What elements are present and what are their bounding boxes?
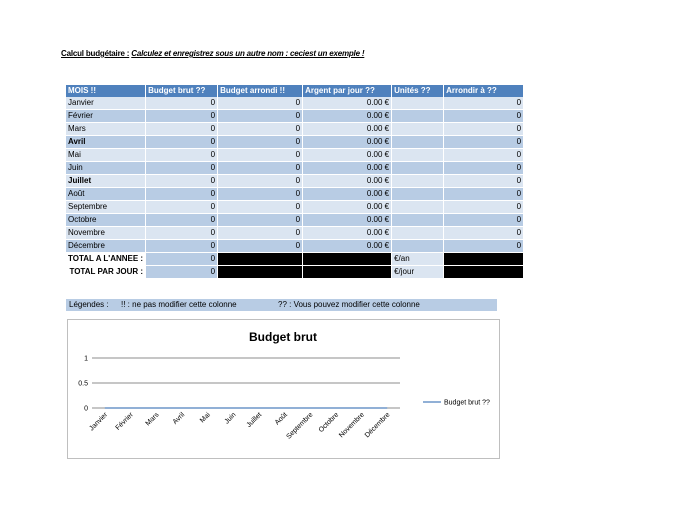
header-arrondir: Arrondir à ?? <box>444 85 524 97</box>
x-tick-label: Janvier <box>88 411 110 433</box>
table-row <box>66 227 524 240</box>
budget-brut-cell[interactable]: 0 <box>146 123 218 136</box>
month-cell: Février <box>66 110 146 123</box>
argent-par-jour-cell[interactable]: 0.00 € <box>303 188 392 201</box>
unites-cell[interactable] <box>392 240 444 253</box>
month-cell: Août <box>66 188 146 201</box>
month-cell: Avril <box>66 136 146 149</box>
arrondir-cell[interactable]: 0 <box>444 201 524 214</box>
month-cell: Mars <box>66 123 146 136</box>
month-cell: Octobre <box>66 214 146 227</box>
budget-arrondi-cell: 0 <box>218 214 303 227</box>
budget-arrondi-cell: 0 <box>218 149 303 162</box>
page-title <box>61 49 364 58</box>
budget-arrondi-cell: 0 <box>218 240 303 253</box>
budget-arrondi-cell: 0 <box>218 188 303 201</box>
unites-cell[interactable] <box>392 175 444 188</box>
total-label: TOTAL PAR JOUR : <box>66 266 146 279</box>
month-cell: Janvier <box>66 97 146 110</box>
arrondir-cell[interactable]: 0 <box>444 240 524 253</box>
chart-canvas <box>68 320 499 458</box>
title-instructions: Calculez et enregistrez sous un autre nom : ceciest un exemple ! <box>131 49 365 58</box>
y-tick-label: 0 <box>84 405 88 413</box>
x-tick-label: Septembre <box>285 411 315 441</box>
x-tick-label: Novembre <box>338 411 366 440</box>
argent-par-jour-cell[interactable]: 0.00 € <box>303 214 392 227</box>
budget-brut-cell[interactable]: 0 <box>146 110 218 123</box>
x-tick-label: Mai <box>198 411 212 425</box>
budget-arrondi-cell: 0 <box>218 123 303 136</box>
total-unit: €/an <box>392 253 444 266</box>
arrondir-cell[interactable]: 0 <box>444 162 524 175</box>
argent-par-jour-cell[interactable]: 0.00 € <box>303 136 392 149</box>
month-cell: Novembre <box>66 227 146 240</box>
arrondir-cell[interactable]: 0 <box>444 149 524 162</box>
month-cell: Décembre <box>66 240 146 253</box>
budget-brut-cell[interactable]: 0 <box>146 136 218 149</box>
table-header-row <box>66 85 524 97</box>
x-tick-label: Juillet <box>245 411 264 430</box>
budget-brut-cell[interactable]: 0 <box>146 227 218 240</box>
month-cell: Juin <box>66 162 146 175</box>
argent-par-jour-cell[interactable]: 0.00 € <box>303 175 392 188</box>
budget-arrondi-cell: 0 <box>218 97 303 110</box>
y-tick-label: 0.5 <box>78 380 88 388</box>
argent-par-jour-cell[interactable]: 0.00 € <box>303 149 392 162</box>
budget-brut-cell[interactable]: 0 <box>146 149 218 162</box>
budget-brut-cell[interactable]: 0 <box>146 214 218 227</box>
legend-bar <box>66 299 497 311</box>
chart-budget-brut[interactable] <box>67 319 500 459</box>
total-label: TOTAL A L'ANNEE : <box>66 253 146 266</box>
header-budget-arrondi: Budget arrondi !! <box>218 85 303 97</box>
budget-brut-cell[interactable]: 0 <box>146 97 218 110</box>
argent-par-jour-cell[interactable]: 0.00 € <box>303 110 392 123</box>
unites-cell[interactable] <box>392 149 444 162</box>
unites-cell[interactable] <box>392 110 444 123</box>
arrondir-cell[interactable]: 0 <box>444 97 524 110</box>
chart-title: Budget brut <box>249 330 317 344</box>
month-cell: Septembre <box>66 201 146 214</box>
budget-brut-cell[interactable]: 0 <box>146 162 218 175</box>
total-blank <box>444 266 524 279</box>
budget-brut-cell[interactable]: 0 <box>146 188 218 201</box>
title-lead: Calcul budgétaire : <box>61 49 130 58</box>
argent-par-jour-cell[interactable]: 0.00 € <box>303 227 392 240</box>
budget-arrondi-cell: 0 <box>218 162 303 175</box>
budget-arrondi-cell: 0 <box>218 110 303 123</box>
header-argent-par-jour: Argent par jour ?? <box>303 85 392 97</box>
legend-label: Légendes : <box>69 300 109 309</box>
x-tick-label: Avril <box>171 411 187 426</box>
x-tick-label: Juin <box>223 411 238 426</box>
total-row <box>66 253 524 266</box>
arrondir-cell[interactable]: 0 <box>444 188 524 201</box>
total-unit: €/jour <box>392 266 444 279</box>
table-row <box>66 188 524 201</box>
argent-par-jour-cell[interactable]: 0.00 € <box>303 97 392 110</box>
month-cell: Mai <box>66 149 146 162</box>
legend-entry: Budget brut ?? <box>444 399 490 407</box>
table-row <box>66 162 524 175</box>
total-row <box>66 266 524 279</box>
total-value: 0 <box>146 253 218 266</box>
table-row <box>66 110 524 123</box>
table-row <box>66 97 524 110</box>
total-blank <box>303 253 392 266</box>
unites-cell[interactable] <box>392 188 444 201</box>
total-blank <box>218 266 303 279</box>
budget-arrondi-cell: 0 <box>218 227 303 240</box>
header-mois: MOIS !! <box>66 85 146 97</box>
month-cell: Juillet <box>66 175 146 188</box>
x-tick-label: Octobre <box>317 411 341 435</box>
x-tick-label: Décembre <box>363 411 392 440</box>
arrondir-cell[interactable]: 0 <box>444 136 524 149</box>
table-row <box>66 149 524 162</box>
argent-par-jour-cell[interactable]: 0.00 € <box>303 123 392 136</box>
table-row <box>66 175 524 188</box>
unites-cell[interactable] <box>392 97 444 110</box>
budget-arrondi-cell: 0 <box>218 175 303 188</box>
budget-table <box>66 85 524 279</box>
total-blank <box>444 253 524 266</box>
x-tick-label: Mars <box>144 411 161 428</box>
table-row <box>66 201 524 214</box>
legend-locked: !! : ne pas modifier cette colonne <box>121 300 237 309</box>
unites-cell[interactable] <box>392 201 444 214</box>
header-unites: Unités ?? <box>392 85 444 97</box>
x-tick-label: Août <box>273 411 289 427</box>
arrondir-cell[interactable]: 0 <box>444 110 524 123</box>
arrondir-cell[interactable]: 0 <box>444 175 524 188</box>
unites-cell[interactable] <box>392 214 444 227</box>
budget-arrondi-cell: 0 <box>218 136 303 149</box>
arrondir-cell[interactable]: 0 <box>444 214 524 227</box>
budget-arrondi-cell: 0 <box>218 201 303 214</box>
table-row <box>66 123 524 136</box>
header-budget-brut: Budget brut ?? <box>146 85 218 97</box>
legend-editable: ?? : Vous pouvez modifier cette colonne <box>278 300 420 309</box>
unites-cell[interactable] <box>392 162 444 175</box>
total-blank <box>218 253 303 266</box>
budget-brut-cell[interactable]: 0 <box>146 201 218 214</box>
arrondir-cell[interactable]: 0 <box>444 227 524 240</box>
argent-par-jour-cell[interactable]: 0.00 € <box>303 162 392 175</box>
y-tick-label: 1 <box>84 355 88 363</box>
argent-par-jour-cell[interactable]: 0.00 € <box>303 201 392 214</box>
total-blank <box>303 266 392 279</box>
table-row <box>66 214 524 227</box>
table-row <box>66 240 524 253</box>
unites-cell[interactable] <box>392 136 444 149</box>
total-value: 0 <box>146 266 218 279</box>
budget-brut-cell[interactable]: 0 <box>146 175 218 188</box>
argent-par-jour-cell[interactable]: 0.00 € <box>303 240 392 253</box>
x-tick-label: Février <box>114 411 135 432</box>
arrondir-cell[interactable]: 0 <box>444 123 524 136</box>
table-row <box>66 136 524 149</box>
unites-cell[interactable] <box>392 123 444 136</box>
budget-brut-cell[interactable]: 0 <box>146 240 218 253</box>
unites-cell[interactable] <box>392 227 444 240</box>
